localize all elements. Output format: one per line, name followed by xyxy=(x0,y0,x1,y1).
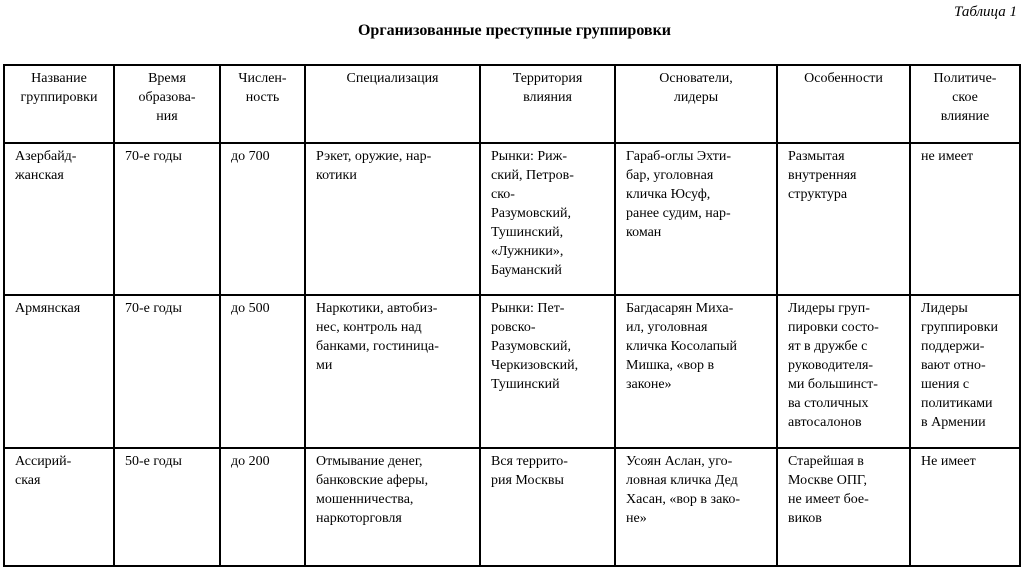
cell-features: Старейшая в Москве ОПГ, не имеет бое- виков xyxy=(777,448,910,566)
cell-political: не имеет xyxy=(910,143,1020,295)
header-specialization: Специализация xyxy=(305,65,480,143)
cell-leaders: Багдасарян Миха- ил, уголовная кличка Косолапый Мишка, «вор в законе» xyxy=(615,295,777,448)
cell-size: до 200 xyxy=(220,448,305,566)
cell-territory: Вся террито- рия Москвы xyxy=(480,448,615,566)
header-political: Политиче- ское влияние xyxy=(910,65,1020,143)
header-row xyxy=(4,65,1020,143)
header-name: Название группировки xyxy=(4,65,114,143)
header-features: Особенности xyxy=(777,65,910,143)
cell-time: 50-е годы xyxy=(114,448,220,566)
cell-leaders: Усоян Аслан, уго- ловная кличка Дед Хасан, «вор в зако- не» xyxy=(615,448,777,566)
table-title: Организованные преступные группировки xyxy=(357,22,672,39)
cell-political: Лидеры группировки поддержи- вают отно- шения с политиками в Армении xyxy=(910,295,1020,448)
cell-specialization: Наркотики, автобиз- нес, контроль над банками, гостиница- ми xyxy=(305,295,480,448)
cell-name: Армянская xyxy=(4,295,114,448)
table-row xyxy=(4,295,1020,448)
header-size: Числен- ность xyxy=(220,65,305,143)
cell-name: Азербайд- жанская xyxy=(4,143,114,295)
header-leaders: Основатели, лидеры xyxy=(615,65,777,143)
gangs-table xyxy=(3,64,1021,567)
cell-time: 70-е годы xyxy=(114,295,220,448)
cell-leaders: Гараб-оглы Эхти- бар, уголовная кличка Юсуф, ранее судим, нар- коман xyxy=(615,143,777,295)
cell-territory: Рынки: Риж- ский, Петров- ско- Разумовский, Тушинский, «Лужники», Бауманский xyxy=(480,143,615,295)
cell-territory: Рынки: Пет- ровско- Разумовский, Черкизовский, Тушинский xyxy=(480,295,615,448)
cell-size: до 700 xyxy=(220,143,305,295)
cell-specialization: Отмывание денег, банковские аферы, мошенничества, наркоторговля xyxy=(305,448,480,566)
cell-name: Ассирий- ская xyxy=(4,448,114,566)
cell-political: Не имеет xyxy=(910,448,1020,566)
header-time: Время образова- ния xyxy=(114,65,220,143)
cell-time: 70-е годы xyxy=(114,143,220,295)
cell-features: Размытая внутренняя структура xyxy=(777,143,910,295)
cell-specialization: Рэкет, оружие, нар- котики xyxy=(305,143,480,295)
table-row xyxy=(4,143,1020,295)
header-territory: Территория влияния xyxy=(480,65,615,143)
cell-features: Лидеры груп- пировки состо- ят в дружбе с руководителя- ми большинст- ва столичных автосалонов xyxy=(777,295,910,448)
cell-size: до 500 xyxy=(220,295,305,448)
table-number-caption: Таблица 1 xyxy=(954,4,1017,20)
table-row xyxy=(4,448,1020,566)
